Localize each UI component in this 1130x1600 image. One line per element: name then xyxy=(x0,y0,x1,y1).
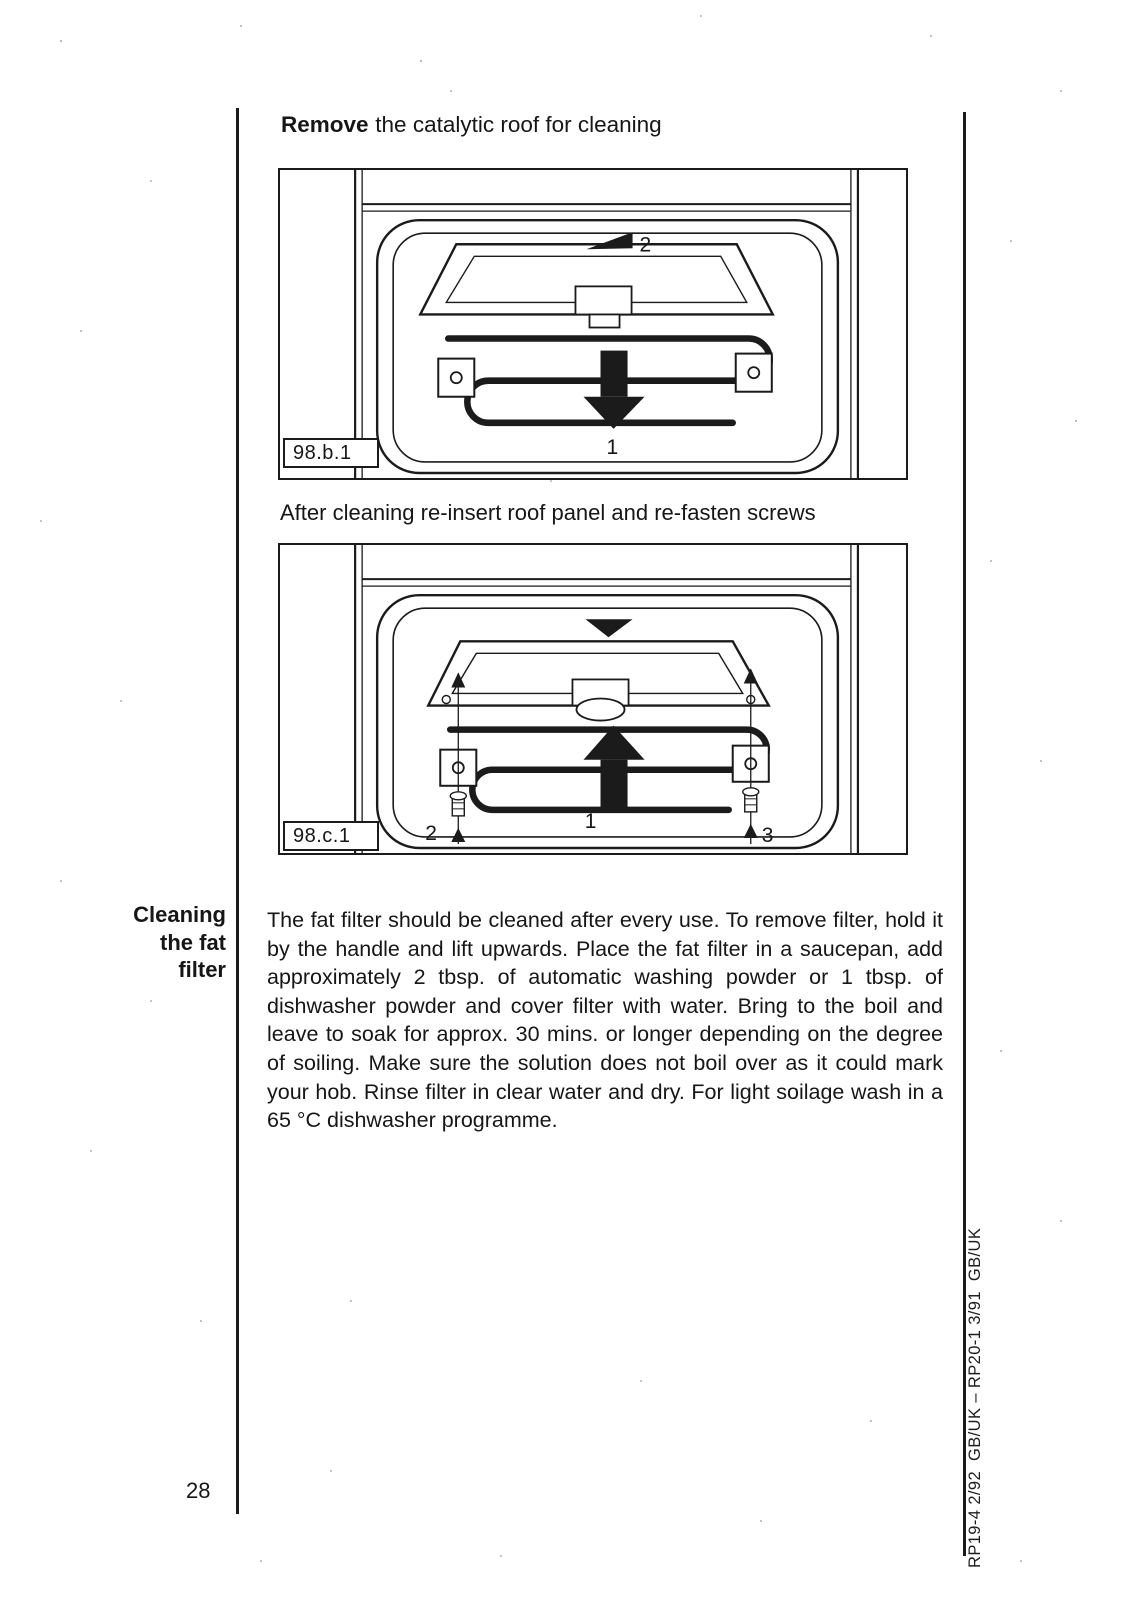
oven-roof-removal-illustration xyxy=(280,170,906,478)
figure-refit-label: 98.c.1 xyxy=(283,821,379,851)
refit-caption: After cleaning re-insert roof panel and re-fasten screws xyxy=(280,500,816,525)
margin-heading-fat-filter xyxy=(92,901,226,984)
slide-in-arrow-icon xyxy=(585,619,632,637)
section-heading-rest: the catalytic roof for cleaning xyxy=(375,112,662,137)
page-number: 28 xyxy=(186,1478,211,1503)
scan-noise xyxy=(60,40,62,42)
screw-left xyxy=(450,792,466,816)
screw-up-arrowhead-left-bottom xyxy=(451,828,465,842)
section-heading xyxy=(281,112,662,138)
figure-refit-step-screw-right-label: 3 xyxy=(761,823,774,847)
margin-heading-line: Cleaning xyxy=(133,902,226,927)
figure-removal-step-pull-label: 1 xyxy=(606,435,619,459)
element-bracket-right xyxy=(736,354,772,392)
margin-heading-line: filter xyxy=(178,957,226,982)
left-column-rule xyxy=(236,108,239,1514)
figure-removal-step-slide-label: 2 xyxy=(639,233,652,257)
section-heading-keyword: Remove xyxy=(281,112,369,137)
screw-up-arrowhead-right-bottom xyxy=(744,824,758,838)
figure-refit-step-screw-left-label: 2 xyxy=(425,821,437,845)
screw-right xyxy=(743,788,759,812)
figure-refit-step-push-label: 1 xyxy=(584,809,597,833)
figure-roof-refit xyxy=(278,543,908,855)
fat-filter-body-text: The fat filter should be cleaned after every use. To remove filter, hold it by the handle and lift upwards. Place the fat filter in a saucepan, add approximately 2 tbsp. of automatic washing powder or 1 tbsp. of dishwasher powder and cover filter with water. Bring to the boil and leave to soak for approx. 30 mins. or longer depending on the degree of soiling. Make sure the solution does not boil over as it could mark your hob. Rinse filter in clear water and dry. For light soilage wash in a 65 °C dishwasher programme. xyxy=(267,908,943,1133)
oven-roof-refit-illustration xyxy=(280,545,906,853)
print-code-vertical: RP19-4 2/92 GB/UK – RP20-1 3/91 GB/UK xyxy=(966,1227,984,1568)
panel-latch xyxy=(575,286,631,314)
margin-heading-line: the fat xyxy=(160,929,226,955)
figure-removal-label: 98.b.1 xyxy=(283,438,379,468)
element-bracket-left xyxy=(438,359,474,397)
figure-roof-removal xyxy=(278,168,908,480)
pull-down-arrow-icon xyxy=(583,351,644,429)
